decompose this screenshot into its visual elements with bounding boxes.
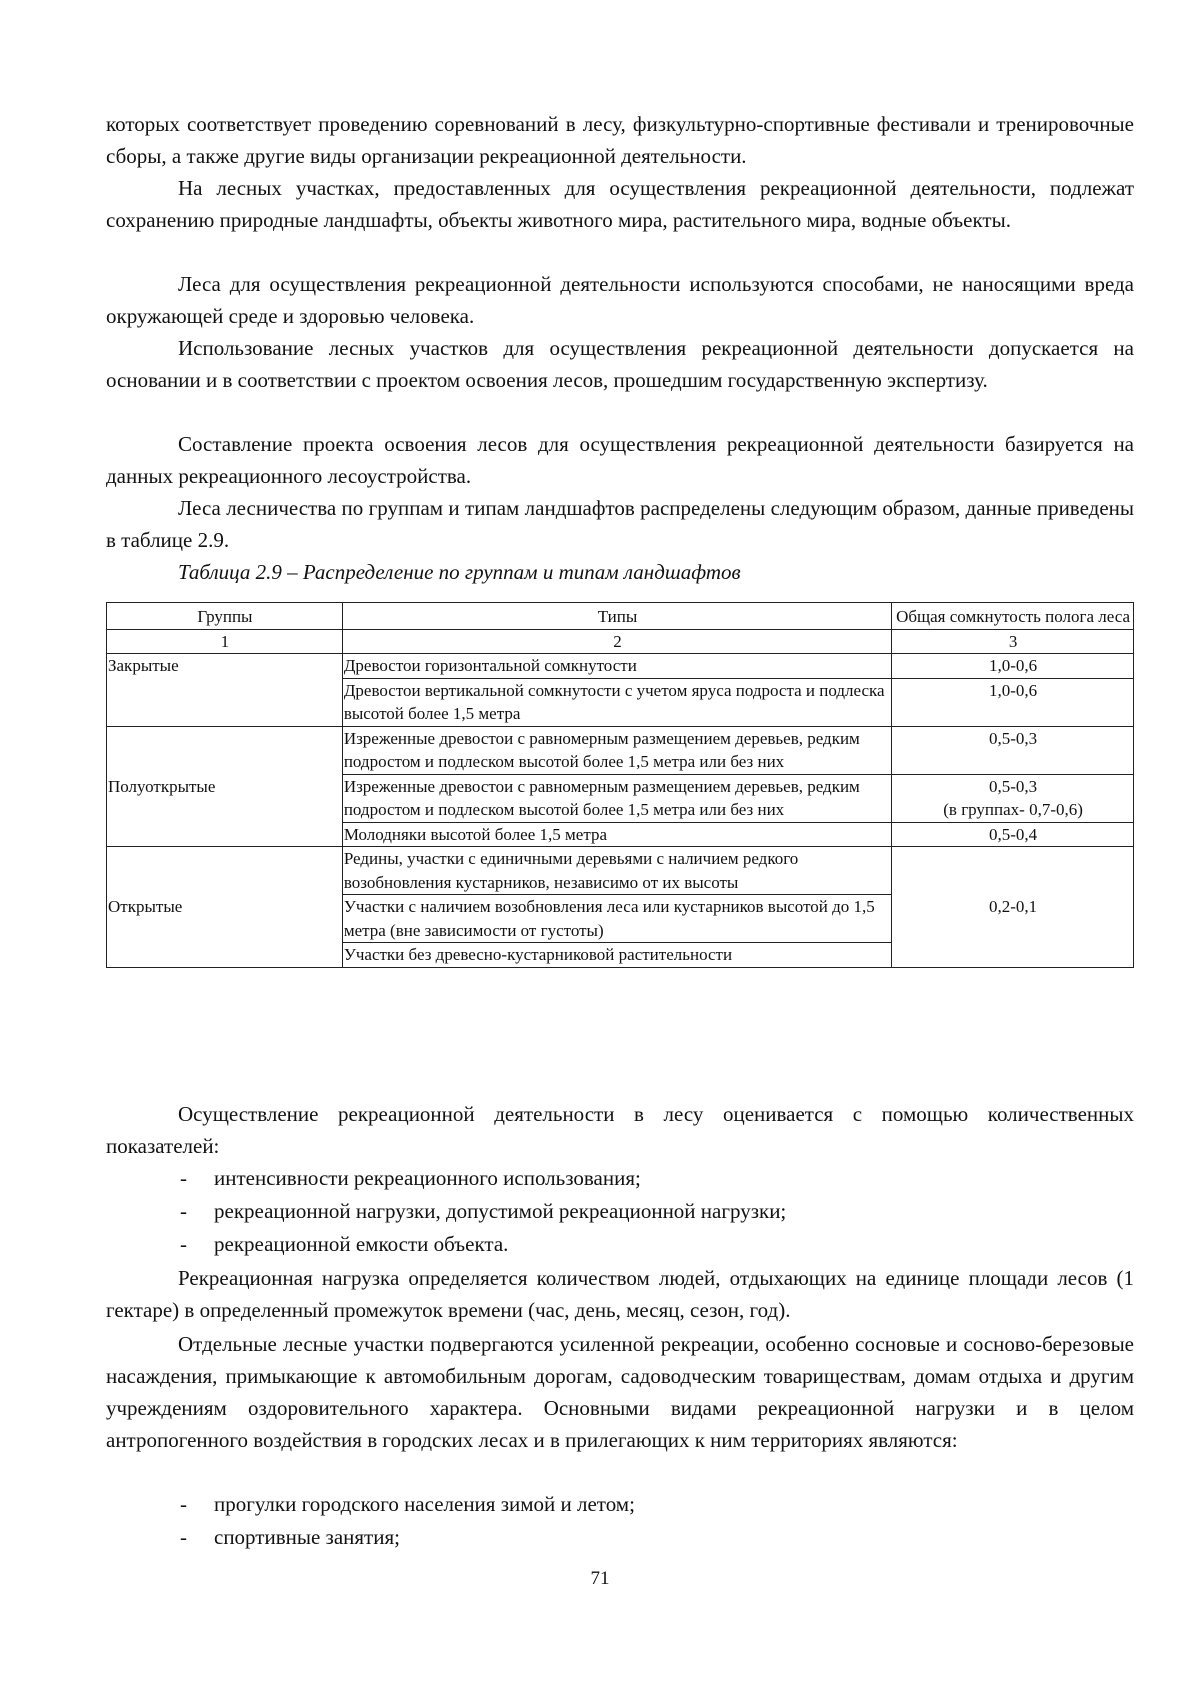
header-types: Типы: [342, 603, 891, 630]
landscape-table: [106, 602, 1134, 968]
paragraph-usage-methods: Леса для осуществления рекреационной деятельности используются способами, не наносящими вреда окружающей среде и здоровью человека.: [106, 272, 1134, 328]
type-cell: Древостои горизонтальной сомкнутости: [342, 654, 891, 679]
type-cell: Древостои вертикальной сомкнутости с учетом яруса подроста и подлеска высотой более 1,5 метра: [342, 678, 891, 726]
table-row: [107, 847, 1134, 895]
paragraph-indicators-intro: Осуществление рекреационной деятельности в лесу оценивается с помощью количественных показателей:: [106, 1102, 1134, 1158]
type-cell: Участки без древесно-кустарниковой растительности: [342, 943, 891, 968]
list-item-text: спортивные занятия;: [214, 1525, 400, 1549]
dash-marker: -: [180, 1492, 187, 1516]
type-cell: Молодняки высотой более 1,5 метра: [342, 822, 891, 847]
closure-cell: 1,0-0,6: [892, 678, 1134, 726]
group-open: Открытые: [107, 847, 343, 968]
list-item-text: интенсивности рекреационного использования;: [214, 1166, 641, 1190]
closure-cell: 1,0-0,6: [892, 654, 1134, 679]
header-groups: Группы: [107, 603, 343, 630]
table-caption: Таблица 2.9 – Распределение по группам и типам ландшафтов: [178, 560, 741, 584]
header-canopy-closure: Общая сомкнутость полога леса: [892, 603, 1134, 630]
paragraph-project-basis: Использование лесных участков для осуществления рекреационной деятельности допускается на основании и в соответствии с проектом освоения лесов, прошедшим государственную экспертизу.: [106, 336, 1134, 392]
column-number: 1: [107, 629, 343, 654]
list-item: [180, 1228, 508, 1260]
type-cell: Редины, участки с единичными деревьями с наличием редкого возобновления кустарников, независимо от их высоты: [342, 847, 891, 895]
type-cell: Изреженные древостои с равномерным размещением деревьев, редким подростом и подлеском высотой более 1,5 метра или без них: [342, 774, 891, 822]
closure-cell: 0,5-0,4: [892, 822, 1134, 847]
list-item-text: прогулки городского населения зимой и летом;: [214, 1492, 635, 1516]
closure-note: (в группах- 0,7-0,6): [943, 800, 1083, 819]
closure-cell: [892, 774, 1134, 822]
closure-cell: 0,2-0,1: [892, 847, 1134, 968]
dash-marker: -: [180, 1232, 187, 1256]
dash-marker: -: [180, 1199, 187, 1223]
paragraph-continuation: которых соответствует проведению соревнований в лесу, физкультурно-спортивные фестивали и тренировочные сборы, а также другие виды организации рекреационной деятельности.: [106, 112, 1134, 168]
list-item: [180, 1521, 400, 1553]
table-row: [107, 654, 1134, 679]
list-item: [180, 1488, 635, 1520]
dash-marker: -: [180, 1525, 187, 1549]
group-semi-open: Полуоткрытые: [107, 726, 343, 847]
list-item: [180, 1195, 786, 1227]
list-item-text: рекреационной нагрузки, допустимой рекреационной нагрузки;: [214, 1199, 787, 1223]
table-column-numbers-row: [107, 629, 1134, 654]
paragraph-preserved-objects: На лесных участках, предоставленных для осуществления рекреационной деятельности, подлежат сохранению природные ландшафты, объекты животного мира, растительного мира, водные объекты.: [106, 176, 1134, 232]
group-closed: Закрытые: [107, 654, 343, 727]
column-number: 2: [342, 629, 891, 654]
table-row: [107, 726, 1134, 774]
paragraph-forest-inventory: Составление проекта освоения лесов для осуществления рекреационной деятельности базируется на данных рекреационного лесоустройства.: [106, 432, 1134, 488]
type-cell: Изреженные древостои с равномерным размещением деревьев, редким подростом и подлеском высотой более 1,5 метра или без них: [342, 726, 891, 774]
list-item: [180, 1162, 641, 1194]
paragraph-intensive-recreation: Отдельные лесные участки подвергаются усиленной рекреации, особенно сосновые и сосново-березовые насаждения, примыкающие к автомобильным дорогам, садоводческим товариществам, домам отдыха и другим учреждениям оздоровительного характера. Основными видами рекреационной нагрузки и в целом антропогенного воздействия в городских лесах и в прилегающих к ним территориях являются:: [106, 1332, 1134, 1452]
closure-value: 0,5-0,3: [989, 776, 1038, 796]
table-header-row: [107, 603, 1134, 630]
paragraph-table-reference: Леса лесничества по группам и типам ландшафтов распределены следующим образом, данные приведены в таблице 2.9.: [106, 496, 1134, 552]
column-number: 3: [892, 629, 1134, 654]
paragraph-load-definition: Рекреационная нагрузка определяется количеством людей, отдыхающих на единице площади лесов (1 гектаре) в определенный промежуток времени (час, день, месяц, сезон, год).: [106, 1266, 1134, 1322]
page-number: 71: [590, 1568, 610, 1589]
closure-cell: 0,5-0,3: [892, 726, 1134, 774]
type-cell: Участки с наличием возобновления леса или кустарников высотой до 1,5 метра (вне зависимости от густоты): [342, 895, 891, 943]
dash-marker: -: [180, 1166, 187, 1190]
list-item-text: рекреационной емкости объекта.: [214, 1232, 509, 1256]
